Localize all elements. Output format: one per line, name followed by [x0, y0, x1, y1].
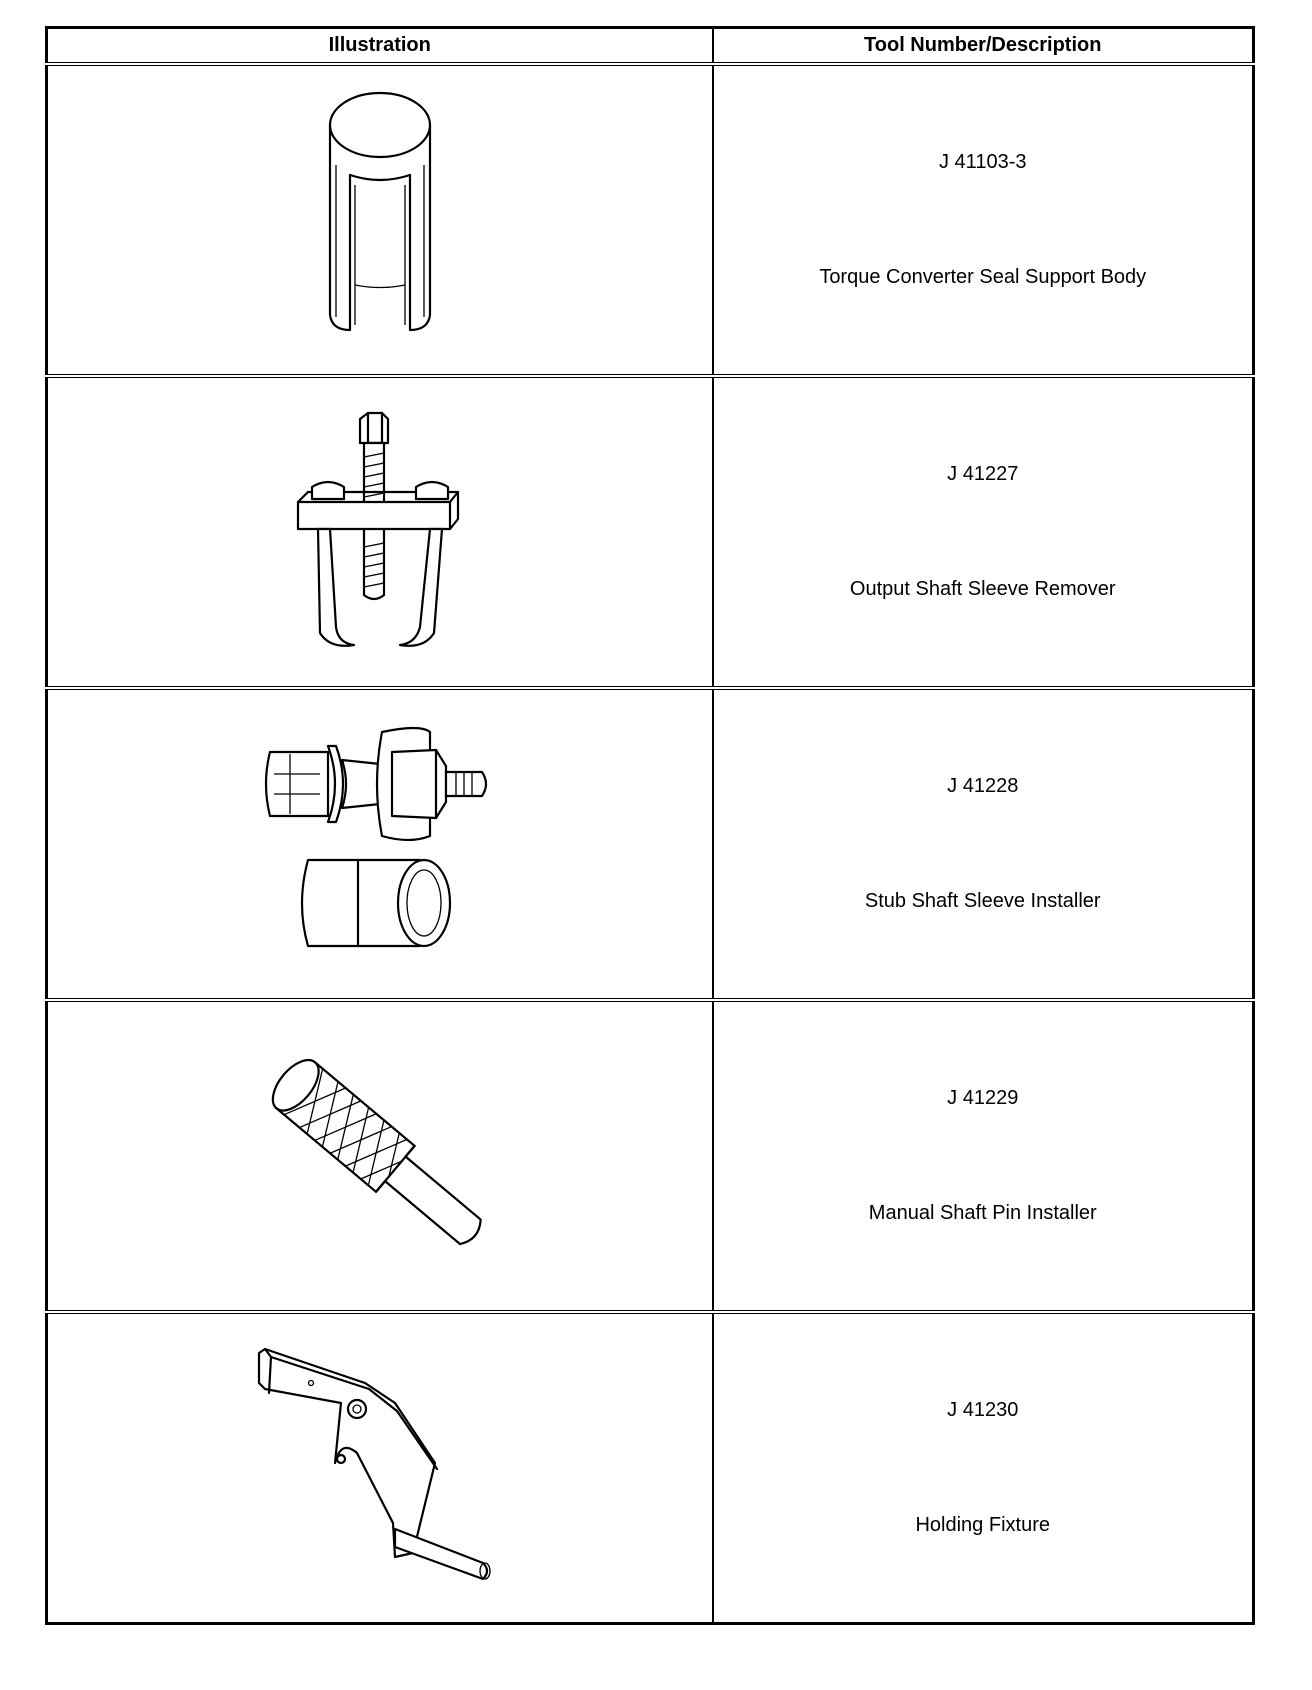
- table-row: [47, 1312, 1254, 1624]
- tool-description: Stub Shaft Sleeve Installer: [864, 890, 1101, 912]
- seal-support-body-icon: [320, 85, 440, 355]
- illustration-cell: [47, 1000, 713, 1312]
- sleeve-remover-puller-icon: [290, 407, 470, 657]
- sleeve-installer-icon: [260, 724, 500, 964]
- table-row: [47, 688, 1254, 1000]
- pin-installer-icon: [250, 1036, 510, 1276]
- table-header-row: [47, 28, 1254, 65]
- tool-description: Manual Shaft Pin Installer: [868, 1202, 1097, 1224]
- tool-description: Output Shaft Sleeve Remover: [849, 578, 1116, 600]
- illustration-cell: [47, 64, 713, 376]
- table-row: [47, 1000, 1254, 1312]
- description-cell: [713, 1312, 1254, 1624]
- tool-description: Torque Converter Seal Support Body: [819, 266, 1147, 288]
- header-tool-number-description: Tool Number/Description: [713, 28, 1254, 65]
- illustration-cell: [47, 376, 713, 688]
- tool-number: J 41103-3: [939, 151, 1027, 173]
- holding-fixture-icon: [245, 1343, 515, 1593]
- tool-number: J 41228: [947, 775, 1019, 797]
- table-row: [47, 376, 1254, 688]
- description-cell: [713, 688, 1254, 1000]
- tool-table: [45, 26, 1255, 1625]
- header-illustration: Illustration: [47, 28, 713, 65]
- tool-description: Holding Fixture: [915, 1514, 1050, 1536]
- tool-number: J 41227: [947, 463, 1019, 485]
- description-cell: [713, 64, 1254, 376]
- illustration-cell: [47, 1312, 713, 1624]
- tool-number: J 41230: [947, 1399, 1019, 1421]
- description-cell: [713, 376, 1254, 688]
- description-cell: [713, 1000, 1254, 1312]
- table-row: [47, 64, 1254, 376]
- illustration-cell: [47, 688, 713, 1000]
- tool-number: J 41229: [947, 1087, 1019, 1109]
